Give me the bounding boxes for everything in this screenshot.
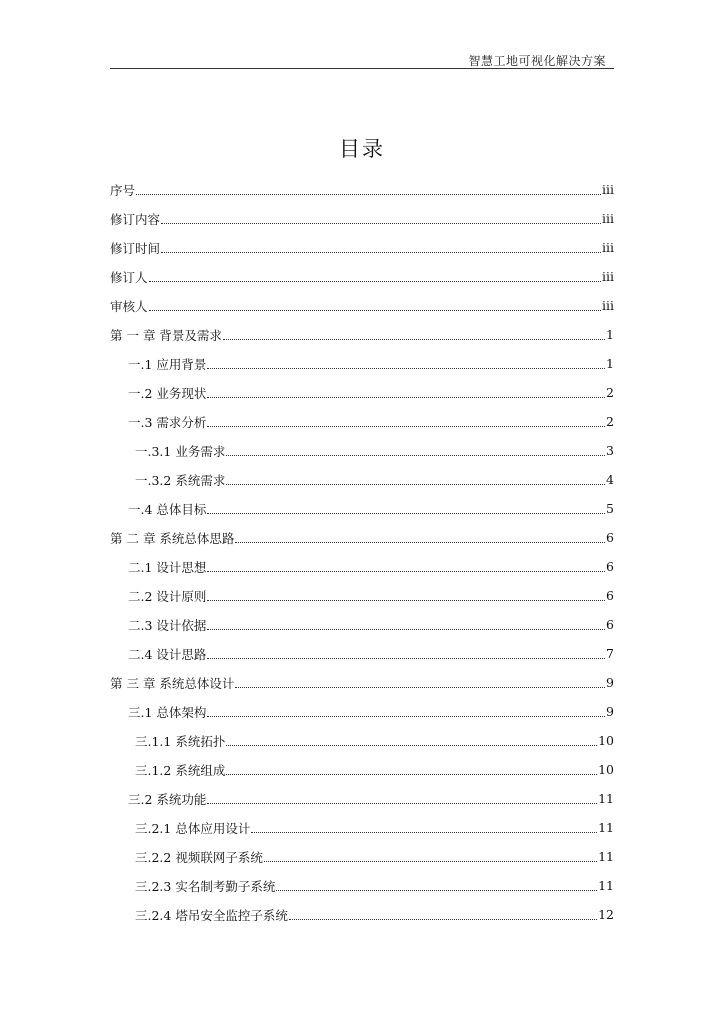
toc-dot-leader [226,483,605,485]
toc-entry[interactable] [110,639,614,668]
toc-entry-page: 9 [606,675,614,690]
toc-entry-label: 三.1.2 系统组成 [135,762,226,778]
toc-entry-label: 修订内容 [110,211,161,227]
toc-entry-page: 2 [606,414,614,429]
toc-dot-leader [251,831,597,833]
toc-entry-page: 11 [598,791,614,806]
toc-entry-label: 二.3 设计依据 [128,617,207,633]
toc-entry-label: 修订人 [110,269,148,285]
toc-entry-page: 2 [606,385,614,400]
toc-entry[interactable] [110,726,614,755]
toc-entry-label: 第 三 章 系统总体设计 [110,675,235,691]
toc-entry[interactable] [110,552,614,581]
toc-dot-leader [207,367,605,369]
toc-entry[interactable] [110,436,614,465]
toc-entry-page: 9 [606,704,614,719]
toc-entry[interactable] [110,407,614,436]
toc-entry-page: 11 [598,849,614,864]
toc-entry-label: 第 二 章 系统总体思路 [110,530,235,546]
toc-dot-leader [207,599,605,601]
toc-entry[interactable] [110,755,614,784]
toc-entry[interactable] [110,320,614,349]
toc-entry-label: 一.2 业务现状 [128,385,207,401]
toc-entry-page: 7 [606,646,614,661]
toc-entry-label: 二.1 设计思想 [128,559,207,575]
toc-entry[interactable] [110,900,614,929]
toc-dot-leader [226,773,597,775]
toc-dot-leader [235,541,605,543]
toc-entry-page: 10 [598,733,614,748]
toc-entry[interactable] [110,697,614,726]
toc-entry-label: 序号 [110,182,136,198]
toc-entry-label: 修订时间 [110,240,161,256]
toc-entry-page: 5 [606,501,614,516]
toc-entry-page: 12 [598,907,614,922]
toc-entry-label: 一.1 应用背景 [128,356,207,372]
toc-entry[interactable] [110,262,614,291]
toc-dot-leader [207,628,605,630]
toc-dot-leader [289,918,597,920]
toc-entry-page: iii [602,211,614,226]
toc-dot-leader [161,251,601,253]
toc-entry-label: 一.3.1 业务需求 [135,443,226,459]
running-header: 智慧工地可视化解决方案 [468,54,606,68]
toc-entry[interactable] [110,233,614,262]
toc-list [110,175,614,929]
toc-entry-page: iii [602,269,614,284]
toc-entry-page: 4 [606,472,614,487]
toc-entry-label: 三.2.2 视频联网子系统 [135,849,263,865]
toc-entry[interactable] [110,465,614,494]
toc-entry-label: 三.1.1 系统拓扑 [135,733,226,749]
toc-dot-leader [207,715,605,717]
toc-entry[interactable] [110,204,614,233]
toc-entry-label: 三.2.4 塔吊安全监控子系统 [135,907,288,923]
toc-dot-leader [136,193,601,195]
toc-entry-label: 第 一 章 背景及需求 [110,327,222,343]
toc-entry[interactable] [110,668,614,697]
toc-entry[interactable] [110,378,614,407]
toc-entry[interactable] [110,349,614,378]
toc-dot-leader [235,686,605,688]
toc-entry[interactable] [110,813,614,842]
toc-entry[interactable] [110,175,614,204]
toc-entry-label: 三.2 系统功能 [128,791,207,807]
toc-title: 目录 [339,137,385,161]
toc-entry-page: iii [602,182,614,197]
toc-entry[interactable] [110,610,614,639]
toc-entry-page: 1 [606,327,614,342]
toc-dot-leader [226,744,597,746]
toc-entry-page: 3 [606,443,614,458]
toc-dot-leader [207,512,605,514]
toc-entry-page: 10 [598,762,614,777]
toc-entry-label: 审核人 [110,298,148,314]
toc-entry-label: 一.3 需求分析 [128,414,207,430]
toc-entry-label: 二.2 设计原则 [128,588,207,604]
toc-dot-leader [223,338,605,340]
toc-dot-leader [207,425,605,427]
toc-dot-leader [276,889,597,891]
toc-entry-label: 一.4 总体目标 [128,501,207,517]
toc-entry-label: 三.1 总体架构 [128,704,207,720]
toc-entry[interactable] [110,291,614,320]
toc-dot-leader [207,396,605,398]
toc-entry-page: 1 [606,356,614,371]
toc-dot-leader [207,802,597,804]
toc-entry-page: 11 [598,878,614,893]
toc-entry-page: 6 [606,617,614,632]
toc-entry[interactable] [110,871,614,900]
toc-dot-leader [207,570,605,572]
toc-dot-leader [264,860,597,862]
toc-entry-label: 一.3.2 系统需求 [135,472,226,488]
toc-entry-page: iii [602,240,614,255]
toc-entry[interactable] [110,842,614,871]
toc-dot-leader [149,309,601,311]
toc-entry-page: iii [602,298,614,313]
toc-entry-page: 6 [606,559,614,574]
toc-entry[interactable] [110,784,614,813]
toc-entry[interactable] [110,494,614,523]
toc-entry-page: 11 [598,820,614,835]
toc-entry[interactable] [110,581,614,610]
toc-entry-label: 三.2.3 实名制考勤子系统 [135,878,276,894]
toc-dot-leader [161,222,601,224]
toc-dot-leader [226,454,605,456]
toc-entry-page: 6 [606,530,614,545]
toc-entry-label: 二.4 设计思路 [128,646,207,662]
toc-entry-label: 三.2.1 总体应用设计 [135,820,251,836]
toc-dot-leader [149,280,601,282]
toc-entry-page: 6 [606,588,614,603]
toc-dot-leader [207,657,605,659]
toc-entry[interactable] [110,523,614,552]
header-divider [110,68,614,69]
